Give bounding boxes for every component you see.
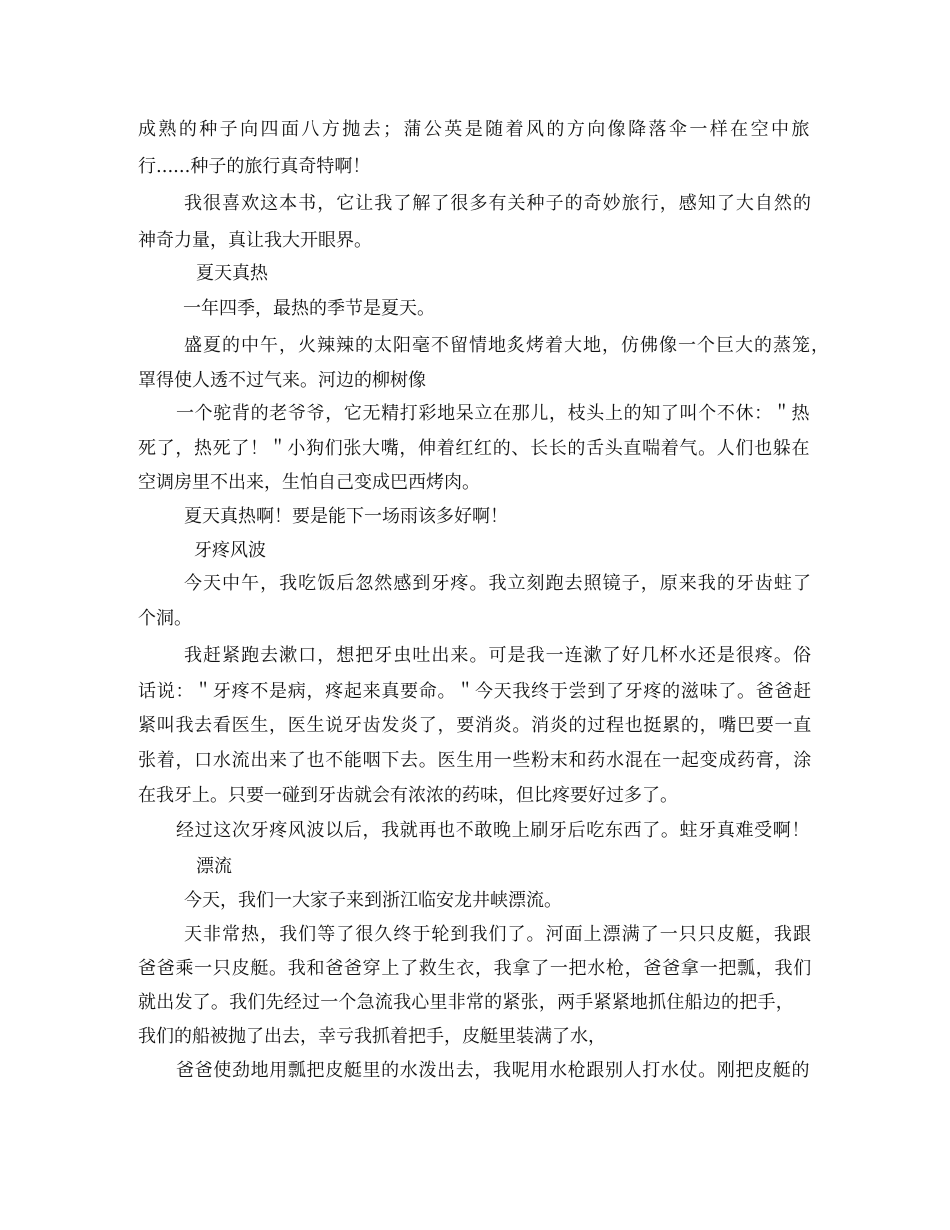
text-line: 天非常热，我们等了很久终于轮到我们了。河面上漂满了一只只皮艇，我跟 (184, 924, 812, 945)
section-heading: 牙疼风波 (194, 540, 266, 561)
text-line: 爸爸使劲地用瓢把皮艇里的水泼出去，我呢用水枪跟别人打水仗。刚把皮艇的 (176, 1060, 811, 1081)
text-line: 神奇力量，真让我大开眼界。 (138, 230, 372, 251)
text-line: 一年四季，最热的季节是夏天。 (183, 298, 435, 319)
text-line: 今天，我们一大家子来到浙江临安龙井峡漂流。 (184, 890, 562, 911)
text-line: 一个驼背的老爷爷，它无精打彩地呆立在那儿，枝头上的知了叫个不休：＂热 (176, 403, 811, 424)
text-line: 话说：＂牙疼不是病，疼起来真要命。＂今天我终于尝到了牙疼的滋味了。爸爸赶 (138, 681, 812, 702)
text-line: 紧叫我去看医生，医生说牙齿发炎了，要消炎。消炎的过程也挺累的，嘴巴要一直 (138, 715, 812, 736)
text-line: 我赶紧跑去漱口，想把牙虫吐出来。可是我一连漱了好几杯水还是很疼。俗 (184, 645, 812, 666)
text-line: 夏天真热啊！要是能下一场雨该多好啊！ (184, 506, 508, 527)
text-line: 行......种子的旅行真奇特啊！ (138, 156, 371, 177)
text-line: 罩得使人透不过气来。河边的柳树像 (138, 370, 426, 391)
text-line: 我们的船被抛了出去，幸亏我抓着把手，皮艇里装满了水， (138, 1026, 606, 1047)
section-heading: 夏天真热 (196, 263, 268, 284)
text-line: 张着，口水流出来了也不能咽下去。医生用一些粉末和药水混在一起变成药膏，涂 (138, 750, 812, 771)
text-line: 我很喜欢这本书，它让我了解了很多有关种子的奇妙旅行，感知了大自然的 (184, 193, 812, 214)
text-line: 经过这次牙疼风波以后，我就再也不敢晚上刷牙后吃东西了。蛀牙真难受啊！ (176, 820, 811, 841)
text-line: 盛夏的中午，火辣辣的太阳毫不留情地炙烤着大地，仿佛像一个巨大的蒸笼， (184, 335, 830, 356)
text-line: 空调房里不出来，生怕自己变成巴西烤肉。 (138, 472, 480, 493)
text-line: 成熟的种子向四面八方抛去；蒲公英是随着风的方向像降落伞一样在空中旅 (138, 119, 812, 140)
text-line: 死了，热死了！＂小狗们张大嘴，伸着红红的、长长的舌头直喘着气。人们也躲在 (138, 438, 811, 459)
text-line: 个洞。 (138, 608, 192, 629)
section-heading: 漂流 (196, 856, 232, 877)
text-line: 今天中午，我吃饭后忽然感到牙疼。我立刻跑去照镜子，原来我的牙齿蛀了 (184, 573, 812, 594)
text-line: 爸爸乘一只皮艇。我和爸爸穿上了救生衣，我拿了一把水枪，爸爸拿一把瓢，我们 (138, 958, 812, 979)
text-line: 在我牙上。只要一碰到牙齿就会有浓浓的药味，但比疼要好过多了。 (138, 785, 678, 806)
text-line: 就出发了。我们先经过一个急流我心里非常的紧张，两手紧紧地抓住船边的把手， (138, 992, 794, 1013)
